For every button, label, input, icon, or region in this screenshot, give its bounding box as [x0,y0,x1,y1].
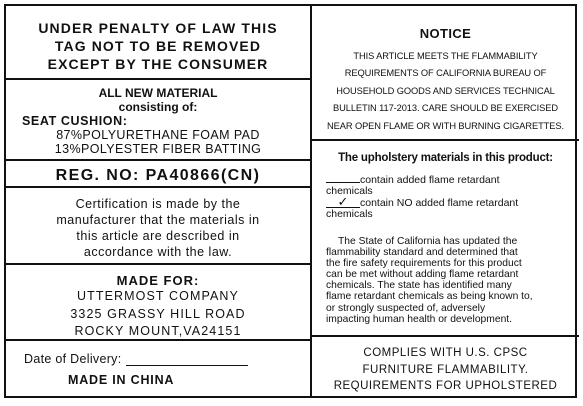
upholstery-heading: The upholstery materials in this product: [338,152,553,164]
penalty-line: TAG NOT TO BE REMOVED [54,38,262,54]
divider-penalty [6,78,310,80]
penalty-line: EXCEPT BY THE CONSUMER [47,56,269,72]
compliance-line: COMPLIES WITH U.S. CPSC [363,347,528,359]
certification-line: this article are described in [76,229,240,243]
statement-line: the fire safety requirements for this product [326,258,522,270]
divider-cert [6,263,310,265]
option-added-blank [326,174,360,183]
option-no-text: contain NO added flame retardant [360,197,519,209]
materials-list [6,128,310,156]
cpsc-compliance [312,345,579,395]
option-added-text-cont: chemicals [326,185,373,197]
compliance-line: FURNITURE FLAMMABILITY. [362,363,529,376]
made-for-heading: MADE FOR: [116,273,200,288]
statement-line: The State of California has updated the [338,236,518,247]
statement-line: impacting human health or development. [326,313,513,325]
notice-title: NOTICE [419,26,472,41]
notice-line: HOUSEHOLD GOODS AND SERVICES TECHNICAL [336,85,555,96]
penalty-line: UNDER PENALTY OF LAW THIS [38,20,278,36]
registration-number: REG. NO: PA40866(CN) [55,167,261,184]
address-line: 3325 GRASSY HILL ROAD [70,306,246,321]
statement-line: or strongly suspected of, adversely [326,302,486,314]
made-in-country: MADE IN CHINA [68,373,175,387]
notice-line: REQUIREMENTS OF CALIFORNIA BUREAU OF [344,68,547,79]
statement-line: can be met without adding flame retardant [326,269,519,281]
all-new-material: ALL NEW MATERIAL [98,86,218,100]
certification-line: manufacturer that the materials in [56,213,260,227]
material-line: 87%POLYURETHANE FOAM PAD [56,128,260,142]
date-of-delivery [24,352,248,366]
statement-line: chemicals. The state has identified many [326,280,512,292]
consisting-of: consisting of: [118,100,198,114]
divider-reg [6,186,310,188]
notice-line: THIS ARTICLE MEETS THE FLAMMABILITY [353,51,538,61]
divider-state [312,335,579,337]
option-added-flame-retardant [326,174,571,197]
compliance-line: REQUIREMENTS FOR UPHOLSTERED [333,380,558,392]
option-added-text: contain added flame retardant [360,174,500,186]
all-new-material-heading [6,86,310,114]
address-line: ROCKY MOUNT,VA24151 [74,324,242,338]
date-of-delivery-blank [126,355,248,366]
notice-text [312,48,579,135]
statement-line: flammability standard and determined that [326,247,518,259]
certification-line: Certification is made by the [75,197,241,211]
check-icon: ✓ [326,199,360,208]
certification-text [6,196,310,260]
notice-line: NEAR OPEN FLAME OR WITH BURNING CIGARETTES. [327,120,564,131]
statement-line: flame retardant chemicals as being known to, [326,291,533,303]
notice-line: BULLETIN 117-2013. CARE SHOULD BE EXERCISED [333,103,558,114]
law-tag [4,4,577,398]
option-no-text-cont: chemicals [326,208,373,220]
material-line: 13%POLYESTER FIBER BATTING [54,142,262,156]
california-statement [326,236,574,325]
address-line: UTTERMOST COMPANY [77,289,239,303]
option-no-flame-retardant [326,194,571,220]
company-address [6,288,310,341]
certification-line: accordance with the law. [83,245,233,259]
date-of-delivery-label: Date of Delivery: [24,352,122,366]
penalty-warning [6,19,310,73]
divider-notice [312,139,579,141]
seat-cushion-label: SEAT CUSHION: [22,114,128,128]
divider-materials [6,159,310,161]
